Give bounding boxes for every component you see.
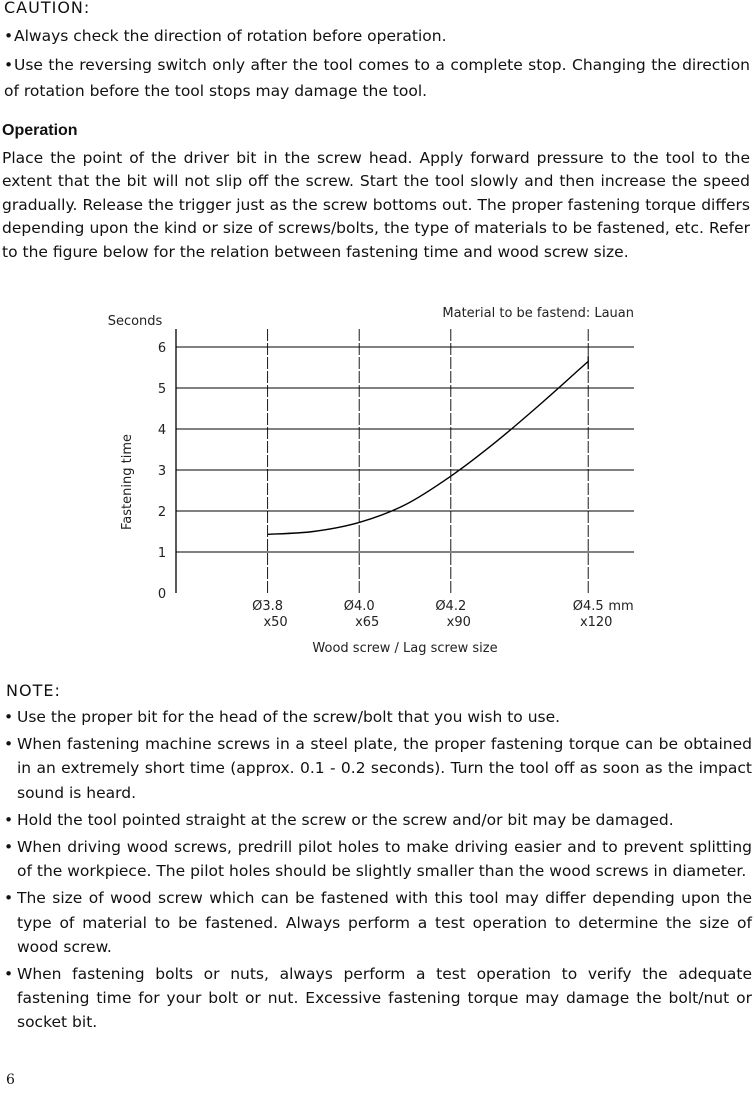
x-tick-diameter: Ø3.8 [252,599,284,614]
caution-item-text: Always check the direction of rotation before operation. [14,27,447,45]
note-item [4,835,752,883]
note-item-text: When driving wood screws, predrill pilot holes to make driving easier and to prevent splitting of the workpiece. The pilot holes should be slightly smaller than the wood screws in diameter. [17,838,752,881]
chart-axes [176,329,588,593]
caution-item-text: Use the reversing switch only after the tool comes to a complete stop. Changing the direction of rotation before the tool stops may damage the tool. [4,56,750,100]
series-line-lauan [268,361,589,534]
chart-title: Material to be fastend: Lauan [442,306,634,321]
fastening-time-chart [0,300,754,665]
operation-heading: Operation [2,122,78,139]
y-tick-label: 6 [157,341,167,356]
x-tick-diameter: Ø4.2 [435,599,467,614]
y-tick-label: 4 [157,423,167,438]
note-item-text: When fastening bolts or nuts, always perform a test operation to verify the adequate fastening time for your bolt or nut. Excessive fastening torque may damage the bolt/nut or socket bit. [17,965,752,1032]
page-number: 6 [6,1072,15,1088]
x-tick-length: x90 [446,615,471,630]
note-item [4,886,752,959]
caution-item [4,52,750,104]
x-tick-length: x65 [355,615,380,630]
note-item-text: The size of wood screw which can be fastened with this tool may differ depending upon the type of material to be fastened. Always perform a test operation to determine the size of wood screw. [17,889,752,956]
note-item-text: When fastening machine screws in a steel plate, the proper fastening torque can be obtained in an extremely short time (approx. 0.1 - 0.2 seconds). Turn the tool off as soon as the impact sound is heard. [17,735,752,802]
bullet-dot: • [4,56,14,74]
bullet-dot: • [4,708,14,726]
x-axis-label: Wood screw / Lag screw size [312,641,498,656]
bullet-dot: • [4,889,14,908]
y-tick-label: 3 [157,464,167,479]
bullet-dot: • [4,735,14,754]
note-item [4,705,752,729]
y-tick-label: 2 [157,505,167,520]
chart-labels [108,306,634,656]
note-item-text: Hold the tool pointed straight at the screw or the screw and/or bit may be damaged. [17,810,674,829]
y-tick-label: 0 [157,587,167,602]
x-tick-diameter: Ø4.5 [572,599,604,614]
y-tick-label: 1 [157,546,167,561]
bullet-dot: • [4,965,14,984]
caution-title: CAUTION: [4,0,91,17]
note-item [4,732,752,805]
y-tick-label: 5 [157,382,167,397]
note-item [4,808,752,832]
chart-grid [176,329,634,593]
note-item-text: Use the proper bit for the head of the screw/bolt that you wish to use. [17,708,561,726]
x-tick-diameter: Ø4.0 [343,599,375,614]
note-list [4,705,752,1038]
note-item [4,962,752,1035]
bullet-dot: • [4,27,14,45]
x-unit-label: mm [608,599,634,614]
bullet-dot: • [4,838,14,857]
y-axis-label: Fastening time [120,434,135,530]
caution-item [4,23,447,49]
x-tick-length: x120 [579,615,613,630]
operation-text: Place the point of the driver bit in the screw head. Apply forward pressure to the tool to the extent that the bit will not slip off the screw. Start the tool slowly and then increase the speed gradually. Release the trigger just as the screw bottoms out. The proper fastening torque differs depending upon the kind or size of screws/bolts, the type of materials to be fastened, etc. Refer to the figure below for the relation between fastening time and wood screw size. [2,149,750,261]
y-unit-label: Seconds [107,314,163,329]
x-tick-length: x50 [263,615,288,630]
note-title: NOTE: [6,681,61,700]
bullet-dot: • [4,810,14,829]
